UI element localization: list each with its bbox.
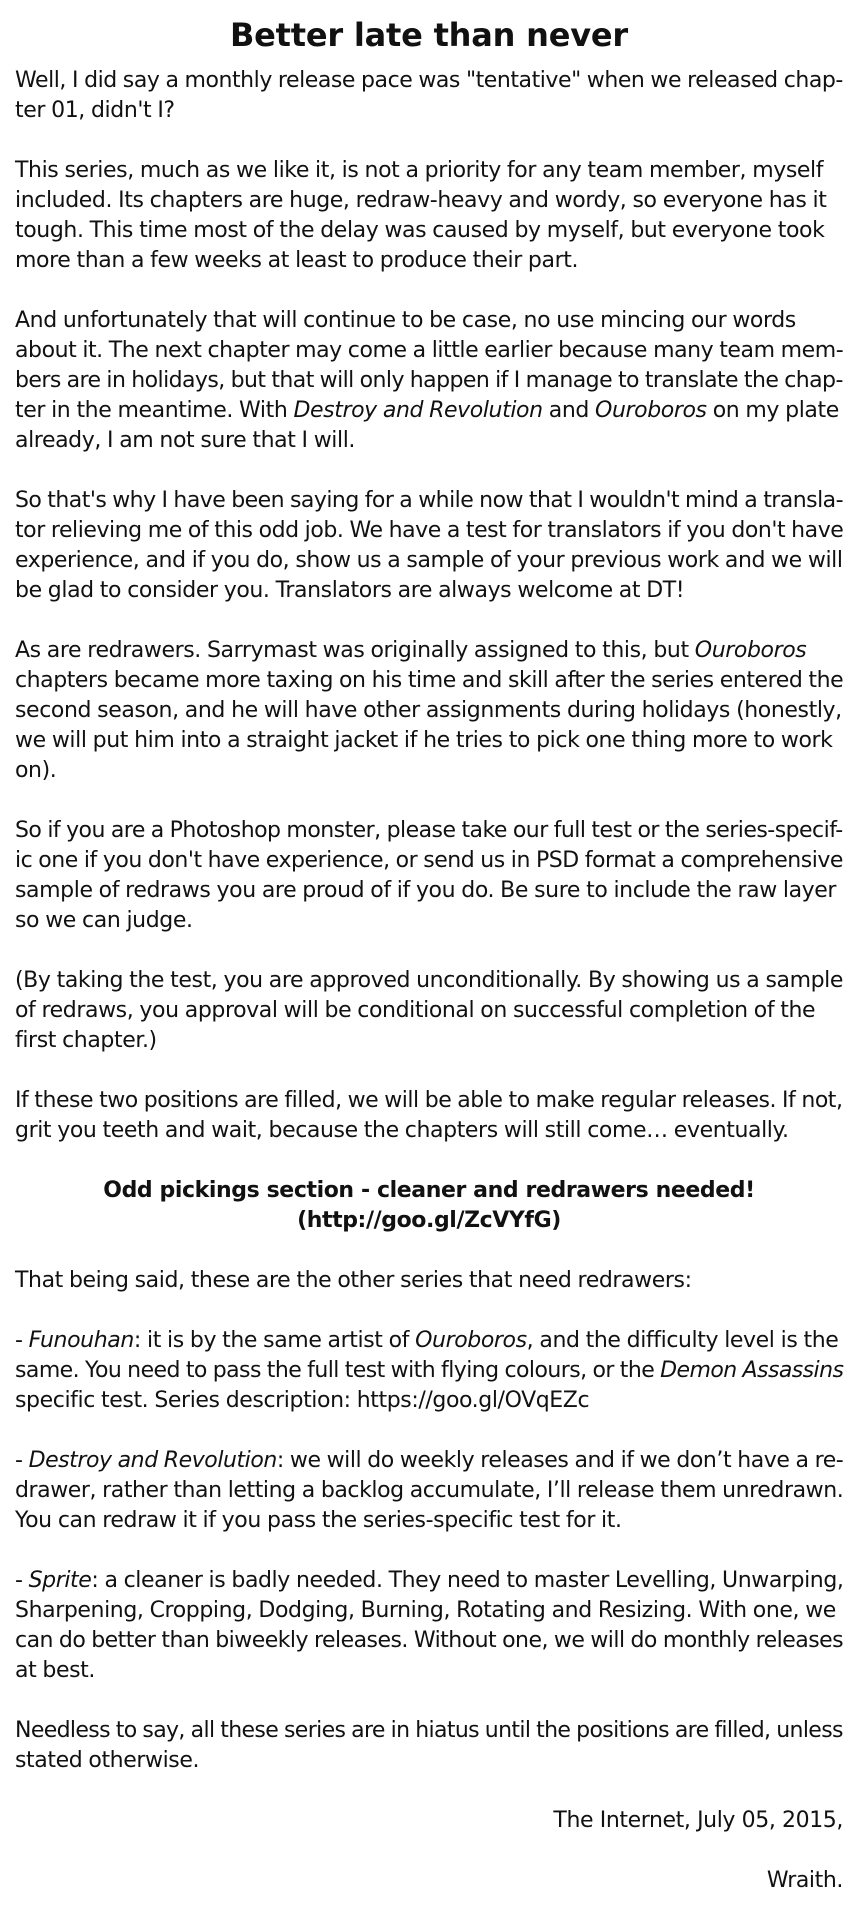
- text-line: experience, and if you do, show us a sample of your previous work and we will: [15, 548, 843, 573]
- text-run: -: [15, 1328, 29, 1353]
- text-line: If these two positions are filled, we will be able to make regular releases. If not,: [15, 1088, 843, 1113]
- text-line: on).: [15, 758, 57, 783]
- text-line: sample of redraws you are proud of if you do. Be sure to include the raw layer: [15, 878, 837, 903]
- series-title: Funouhan: [28, 1328, 134, 1353]
- text-line: grit you teeth and wait, because the chapters will still come… eventually.: [15, 1118, 789, 1143]
- text-line: second season, and he will have other assignments during holidays (honestly,: [15, 698, 842, 723]
- text-line: tor relieving me of this odd job. We have a test for translators if you don't have: [15, 518, 844, 543]
- text-line: Needless to say, all these series are in hiatus until the positions are filled, unless: [15, 1718, 843, 1743]
- paragraph-hiatus: [15, 1716, 843, 1776]
- text-line: about it. The next chapter may come a little earlier because many team mem-: [15, 338, 844, 363]
- series-title: Sprite: [28, 1568, 92, 1593]
- text-line: more than a few weeks at least to produce their part.: [15, 248, 579, 273]
- paragraph-priority: [15, 156, 843, 276]
- text-line: first chapter.): [15, 1028, 157, 1053]
- text-run: : a cleaner is badly needed. They need to master Levelling, Unwarping,: [91, 1568, 844, 1593]
- series-title: Ouroboros: [694, 638, 807, 663]
- text-run: As are redrawers. Sarrymast was originally assigned to this, but: [15, 638, 695, 663]
- page-title: Better late than never: [229, 16, 629, 54]
- text-line: drawer, rather than letting a backlog accumulate, I’ll release them unredrawn.: [15, 1478, 844, 1503]
- text-run: -: [15, 1568, 29, 1593]
- series-title: Destroy and Revolution: [293, 398, 543, 423]
- text-run: -: [15, 1448, 29, 1473]
- text-line: be glad to consider you. Translators are always welcome at DT!: [15, 578, 685, 603]
- text-line: tough. This time most of the delay was caused by myself, but everyone took: [15, 218, 825, 243]
- text-line: stated otherwise.: [15, 1748, 200, 1773]
- text-run: ter in the meantime. With: [15, 398, 294, 423]
- text-line: [15, 1356, 843, 1386]
- signature-name: Wraith.: [766, 1868, 843, 1893]
- signature-place-date: The Internet, July 05, 2015,: [553, 1808, 843, 1833]
- text-line: specific test. Series description: https://goo.gl/OVqEZc: [15, 1388, 590, 1413]
- list-item-sprite: [15, 1566, 843, 1686]
- paragraph-next-chapter: [15, 306, 843, 456]
- text-line: [15, 396, 843, 426]
- section-link[interactable]: (http://goo.gl/ZcVYfG): [297, 1208, 561, 1233]
- text-line: ter 01, didn't I?: [15, 98, 175, 123]
- text-line: already, I am not sure that I will.: [15, 428, 356, 453]
- text-line: chapters became more taxing on his time and skill after the series entered the: [15, 668, 844, 693]
- paragraph-release-pace: [15, 66, 843, 126]
- text-run: on my plate: [706, 398, 839, 423]
- text-line: [15, 1566, 843, 1596]
- text-line: of redraws, you approval will be conditional on successful completion of the: [15, 998, 816, 1023]
- text-run: same. You need to pass the full test with flying colours, or the: [15, 1358, 661, 1383]
- text-line: Sharpening, Cropping, Dodging, Burning, Rotating and Resizing. With one, we: [15, 1598, 836, 1623]
- text-line: That being said, these are the other series that need redrawers:: [15, 1268, 692, 1293]
- text-line: This series, much as we like it, is not a priority for any team member, myself: [15, 158, 824, 183]
- paragraph-regular-releases: [15, 1086, 843, 1146]
- series-title: Demon Assassins: [660, 1358, 844, 1383]
- text-run: , and the difficulty level is the: [526, 1328, 839, 1353]
- series-title: Destroy and Revolution: [28, 1448, 277, 1473]
- text-line: So if you are a Photoshop monster, please take our full test or the series-specif-: [15, 818, 843, 843]
- text-line: (By taking the test, you are approved unconditionally. By showing us a sample: [15, 968, 844, 993]
- paragraph-approval: [15, 966, 843, 1056]
- text-line: included. Its chapters are huge, redraw-heavy and wordy, so everyone has it: [15, 188, 827, 213]
- text-line: And unfortunately that will continue to be case, no use mincing our words: [15, 308, 796, 333]
- text-line: at best.: [15, 1658, 95, 1683]
- odd-pickings-section: [15, 1176, 843, 1236]
- paragraph-translators: [15, 486, 843, 606]
- text-run: and: [542, 398, 596, 423]
- text-line: [15, 636, 843, 666]
- text-line: so we can judge.: [15, 908, 193, 933]
- text-line: You can redraw it if you pass the series-specific test for it.: [15, 1508, 622, 1533]
- text-line: bers are in holidays, but that will only happen if I manage to translate the chap-: [15, 368, 843, 393]
- section-heading: Odd pickings section - cleaner and redrawers needed!: [103, 1178, 755, 1203]
- paragraph-photoshop: [15, 816, 843, 936]
- paragraph-other-series: [15, 1266, 843, 1296]
- list-item-destroy-and-revolution: [15, 1446, 843, 1536]
- text-line: we will put him into a straight jacket if he tries to pick one thing more to work: [15, 728, 833, 753]
- text-line: ic one if you don't have experience, or send us in PSD format a comprehensive: [15, 848, 844, 873]
- text-line: Well, I did say a monthly release pace was "tentative" when we released chap-: [15, 68, 843, 93]
- text-line: [15, 1446, 843, 1476]
- text-line: can do better than biweekly releases. Without one, we will do monthly releases: [15, 1628, 844, 1653]
- text-run: : we will do weekly releases and if we don’t have a re-: [276, 1448, 844, 1473]
- paragraph-redrawers: [15, 636, 843, 786]
- text-line: So that's why I have been saying for a while now that I wouldn't mind a transla-: [15, 488, 843, 513]
- series-title: Ouroboros: [595, 398, 707, 423]
- text-run: : it is by the same artist of: [133, 1328, 416, 1353]
- text-line: [15, 1326, 843, 1356]
- list-item-funouhan: [15, 1326, 843, 1416]
- series-title: Ouroboros: [415, 1328, 527, 1353]
